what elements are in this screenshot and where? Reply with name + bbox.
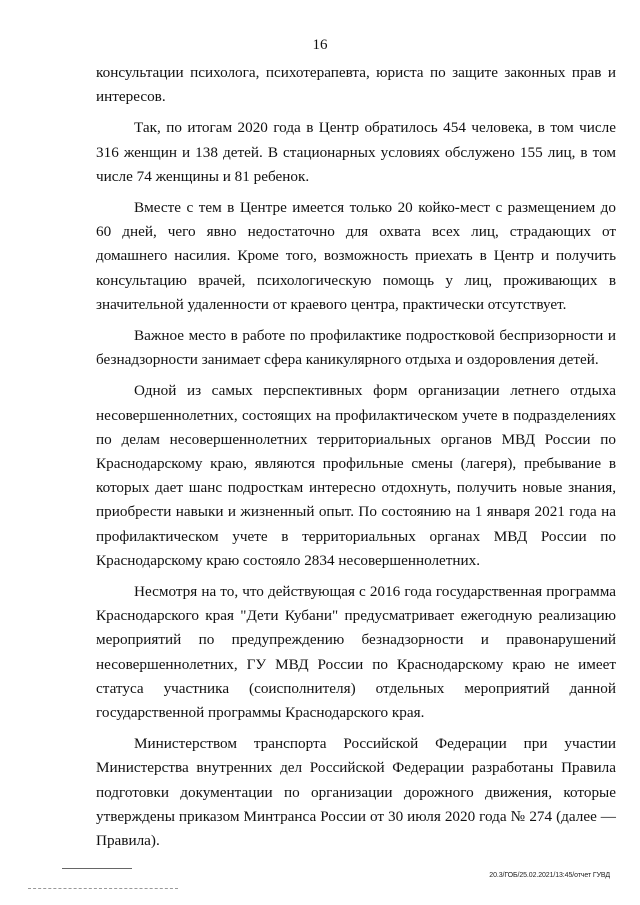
- footer-dashed-rule: [28, 888, 178, 889]
- paragraph-holiday-recreation: Важное место в работе по профилактике подростковой беспризорности и безнадзорности занимает сфера каникулярного отдыха и оздоровления детей.: [96, 327, 616, 369]
- paragraph-profile-camps: Одной из самых перспективных форм организации летнего отдыха несовершеннолетних, состоящих на профилактическом учете в подразделениях по делам несовершеннолетних территориальных органов МВД России по Краснодарскому краю, являются профильные смены (лагеря), пребывание в которых дает шанс подросткам интересно отдохнуть, получить новые знания, приобрести навыки и жизненный опыт. По состоянию на 1 января 2021 года на профилактическом учете в территориальных органах МВД России по Краснодарскому краю состояло 2834 несовершеннолетних.: [96, 382, 616, 569]
- footer-rule: [62, 868, 132, 869]
- paragraph-bed-capacity: Вместе с тем в Центре имеется только 20 койко-мест с размещением до 60 дней, чего явно недостаточно для охвата всех лиц, страдающих от домашнего насилия. Кроме того, возможность приехать в Центр и получить консультацию врачей, психологическую помощь у лиц, проживающих в значительной удаленности от краевого центра, практически отсутствует.: [96, 199, 616, 313]
- paragraph-state-program: Несмотря на то, что действующая с 2016 года государственная программа Краснодарского края "Дети Кубани" предусматривает ежегодную реализацию мероприятий по предупреждению безнадзорности и правонарушений несовершеннолетних, ГУ МВД России по Краснодарскому краю не имеет статуса участника (соисполнителя) отдельных мероприятий данной государственной программы Краснодарского края.: [96, 583, 616, 722]
- paragraph-center-statistics: Так, по итогам 2020 года в Центр обратилось 454 человека, в том числе 316 женщин и 138 детей. В стационарных условиях обслужено 155 лиц, в том числе 74 женщины и 81 ребенок.: [96, 119, 616, 185]
- footer-document-code: 20.3/ГОБ/25.02.2021/13:45/отчет ГУВД: [489, 872, 610, 879]
- paragraph-continuation: консультации психолога, психотерапевта, юриста по защите законных прав и интересов.: [96, 64, 616, 106]
- page-number: 16: [312, 37, 328, 53]
- paragraph-transport-ministry: Министерством транспорта Российской Федерации при участии Министерства внутренних дел Российской Федерации разработаны Правила подготовки документации по организации дорожного движения, которые утверждены приказом Минтранса России от 30 июля 2020 года № 274 (далее — Правила).: [96, 735, 616, 850]
- document-body: [96, 61, 616, 860]
